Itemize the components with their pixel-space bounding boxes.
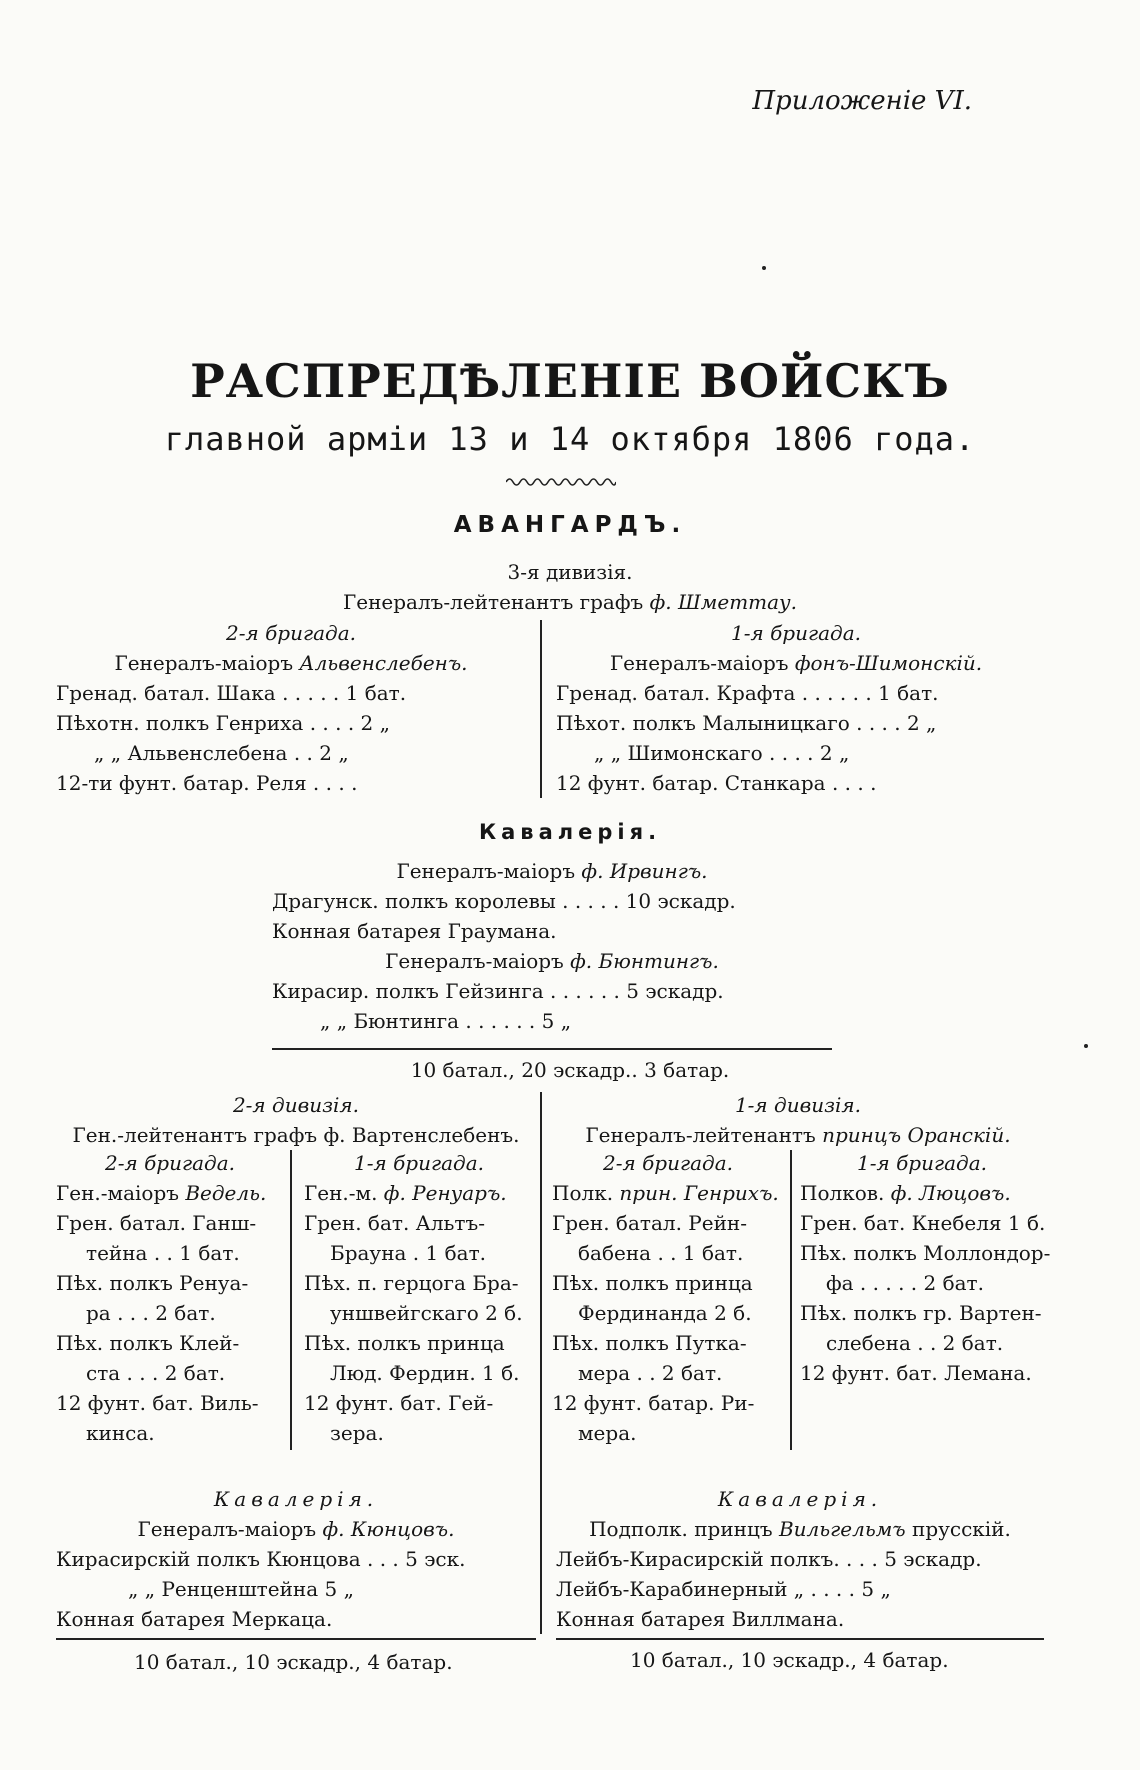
unit-row: Грен. бат. Альтъ- — [304, 1211, 485, 1235]
unit-row: Гренад. батал. Шака . . . . . 1 бат. — [56, 681, 407, 705]
brigade-commander: Полк. прин. Генрихъ. — [552, 1181, 779, 1205]
div1-brigade2 — [552, 1148, 784, 1448]
unit-row: фа . . . . . 2 бат. — [826, 1271, 984, 1295]
unit-row: зера. — [330, 1421, 384, 1445]
unit-row: Пѣхотн. полкъ Генриха . . . . 2 „ — [56, 711, 390, 735]
div2-brigade2 — [56, 1148, 284, 1448]
avantgarde-right-brigade — [556, 618, 1036, 798]
unit-row: кинса. — [86, 1421, 155, 1445]
division-divider — [540, 1092, 542, 1496]
unit-row: уншвейгскаго 2 б. — [330, 1301, 523, 1325]
div2-heading: 2-я дивизія. — [232, 1093, 360, 1117]
brigade-divider — [790, 1150, 792, 1450]
ink-speck — [762, 266, 766, 270]
unit-row: Пѣх. полкъ Ренуа- — [56, 1271, 249, 1295]
brigade-commander: Генералъ-маіоръ фонъ-Шимонскій. — [609, 651, 983, 675]
unit-row: „ „ Бюнтинга . . . . . . 5 „ — [320, 1009, 572, 1033]
unit-row: Грен. бат. Кнебеля 1 б. — [800, 1211, 1046, 1235]
avantgarde-division: 3-я дивизія. — [507, 560, 633, 584]
brigade-heading: 2-я бригада. — [105, 1151, 235, 1175]
total-rule — [272, 1048, 832, 1050]
cavalry-commander: Генералъ-маіоръ ф. Бюнтингъ. — [385, 949, 719, 973]
brigade-commander: Полков. ф. Люцовъ. — [800, 1181, 1011, 1205]
avantgarde-cavalry — [272, 856, 832, 1036]
brigade-heading: 1-я бригада. — [354, 1151, 484, 1175]
brigade-heading: 2-я бригада. — [226, 621, 356, 645]
brigade-commander: Генералъ-маіоръ Альвенслебенъ. — [114, 651, 468, 675]
unit-row: 12 фунт. бат. Гей- — [304, 1391, 494, 1415]
brigade-divider — [290, 1150, 292, 1450]
unit-row: Пѣх. полкъ Моллондор- — [800, 1241, 1051, 1265]
total-rule — [556, 1638, 1044, 1640]
unit-row: Лейбъ-Кирасирскій полкъ. . . . 5 эскадр. — [556, 1547, 982, 1571]
unit-row: Люд. Фердин. 1 б. — [330, 1361, 520, 1385]
commander-name: ф. Шметтау. — [649, 590, 798, 614]
wave-ornament — [506, 474, 616, 490]
column-divider — [540, 620, 542, 798]
unit-row: Кирасир. полкъ Гейзинга . . . . . . 5 эскадр. — [272, 979, 724, 1003]
unit-row: Пѣх. полкъ Путка- — [552, 1331, 747, 1355]
unit-row: 12 фунт. бат. Виль- — [56, 1391, 259, 1415]
unit-row: Пѣх. полкъ Клей- — [56, 1331, 240, 1355]
unit-row: мера. — [578, 1421, 637, 1445]
brigade-commander: Ген.-м. ф. Ренуаръ. — [304, 1181, 507, 1205]
unit-row: 12 фунт. батар. Станкара . . . . — [556, 771, 877, 795]
unit-row: Пѣх. п. герцога Бра- — [304, 1271, 519, 1295]
unit-row: Пѣхот. полкъ Малыницкаго . . . . 2 „ — [556, 711, 937, 735]
unit-row: мера . . 2 бат. — [578, 1361, 723, 1385]
unit-row: Пѣх. полкъ принца — [552, 1271, 753, 1295]
total-rule — [56, 1638, 536, 1640]
cavalry-commander: Генералъ-маіоръ ф. Кюнцовъ. — [137, 1517, 455, 1541]
unit-row: тейна . . 1 бат. — [86, 1241, 240, 1265]
unit-row: Драгунск. полкъ королевы . . . . . 10 эскадр. — [272, 889, 736, 913]
unit-row: „ „ Ренценштейна 5 „ — [128, 1577, 354, 1601]
unit-row: Брауна . 1 бат. — [330, 1241, 486, 1265]
ink-speck — [1084, 1044, 1088, 1048]
unit-row: 12-ти фунт. батар. Реля . . . . — [56, 771, 358, 795]
unit-row: бабена . . 1 бат. — [578, 1241, 744, 1265]
brigade-heading: 1-я бригада. — [731, 621, 861, 645]
avantgarde-total: 10 батал., 20 эскадр.. 3 батар. — [410, 1058, 730, 1082]
cavalry-commander: Генералъ-маіоръ ф. Ирвингъ. — [396, 859, 708, 883]
avantgarde-commander — [0, 590, 1140, 614]
page-subtitle: главной арміи 13 и 14 октября 1806 года. — [164, 420, 976, 458]
unit-row: Лейбъ-Карабинерный „ . . . . 5 „ — [556, 1577, 891, 1601]
div2-total: 10 батал., 10 эскадр., 4 батар. — [134, 1650, 453, 1674]
div2-brigade1 — [304, 1148, 534, 1448]
div1-commander: Генералъ-лейтенантъ принцъ Оранскій. — [585, 1123, 1011, 1147]
appendix-label: Приложеніе VI. — [752, 86, 972, 116]
division-divider — [540, 1496, 542, 1634]
unit-row: слебена . . 2 бат. — [826, 1331, 1004, 1355]
unit-row: Грен. батал. Рейн- — [552, 1211, 748, 1235]
unit-row: 12 фунт. бат. Лемана. — [800, 1361, 1032, 1385]
commander-title: Генералъ-лейтенантъ графъ — [342, 590, 644, 614]
unit-row: „ „ Шимонскаго . . . . 2 „ — [594, 741, 850, 765]
unit-row: Конная батарея Меркаца. — [56, 1607, 333, 1631]
page-title: РАСПРЕДѢЛЕНІЕ ВОЙСКЪ — [190, 354, 950, 408]
cavalry-commander: Подполк. принцъ Вильгельмъ прусскій. — [589, 1517, 1011, 1541]
unit-row: Фердинанда 2 б. — [578, 1301, 752, 1325]
div1-total: 10 батал., 10 эскадр., 4 батар. — [630, 1648, 949, 1672]
unit-row: Конная батарея Граумана. — [272, 919, 557, 943]
brigade-heading: 2-я бригада. — [603, 1151, 733, 1175]
brigade-heading: 1-я бригада. — [857, 1151, 987, 1175]
div1-heading: 1-я дивизія. — [734, 1093, 862, 1117]
cavalry-heading: Кавалерія. — [213, 1487, 379, 1511]
avantgarde-cavalry-heading: Кавалерія. — [478, 820, 662, 844]
div2-cavalry — [56, 1484, 536, 1634]
unit-row: 12 фунт. батар. Ри- — [552, 1391, 755, 1415]
avantgarde-heading: АВАНГАРДЪ. — [453, 512, 687, 538]
unit-row: Пѣх. полкъ гр. Вартен- — [800, 1301, 1042, 1325]
unit-row: Грен. батал. Ганш- — [56, 1211, 257, 1235]
div1-brigade1 — [800, 1148, 1051, 1388]
unit-row: Конная батарея Виллмана. — [556, 1607, 845, 1631]
unit-row: Пѣх. полкъ принца — [304, 1331, 505, 1355]
unit-row: Гренад. батал. Крафта . . . . . . 1 бат. — [556, 681, 939, 705]
unit-row: ста . . . 2 бат. — [86, 1361, 226, 1385]
div2-commander: Ген.-лейтенантъ графъ ф. Вартенслебенъ. — [72, 1123, 520, 1147]
brigade-commander: Ген.-маіоръ Ведель. — [56, 1181, 267, 1205]
cavalry-heading: Кавалерія. — [717, 1487, 883, 1511]
div1-cavalry — [556, 1484, 1044, 1634]
avantgarde-left-brigade — [56, 618, 526, 798]
unit-row: „ „ Альвенслебена . . 2 „ — [94, 741, 349, 765]
unit-row: ра . . . 2 бат. — [86, 1301, 216, 1325]
unit-row: Кирасирскій полкъ Кюнцова . . . 5 эск. — [56, 1547, 466, 1571]
